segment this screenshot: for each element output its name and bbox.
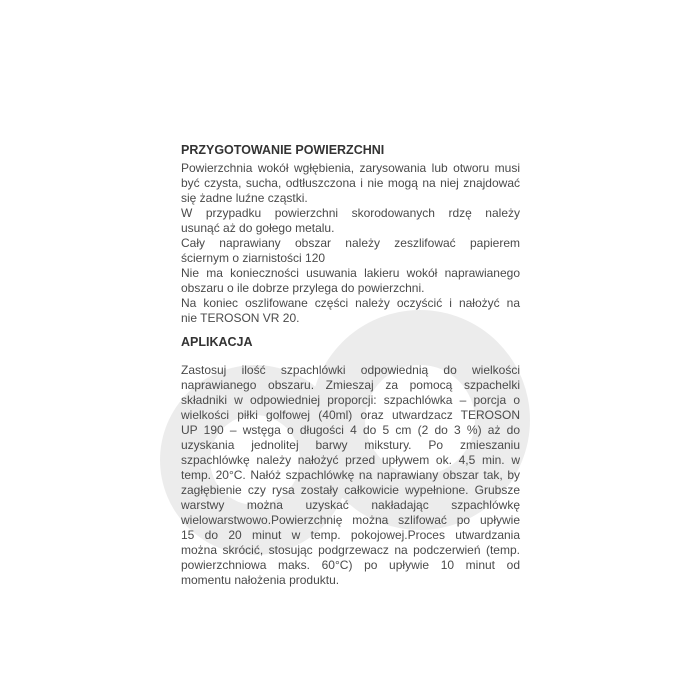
text-line: nie TEROSON VR 20. <box>181 311 300 325</box>
text-line: się żadne luźne cząstki. <box>181 191 308 205</box>
paragraph <box>181 206 520 236</box>
text-line: składniki w odpowiedniej proporcji: szpachlówka – porcja o <box>181 393 520 407</box>
paragraph <box>181 296 520 326</box>
section-application <box>181 335 520 588</box>
text-line: warstwy można uzyskać nakładając szpachlówkę <box>181 498 520 512</box>
text-line: wielowarstwowo.Powierzchnię można szlifować po upływie <box>181 513 520 527</box>
paragraph <box>181 266 520 296</box>
text-line: wielkości piłki golfowej (40ml) oraz utwardzacz TEROSON <box>181 408 520 422</box>
text-line: można skrócić, stosując podgrzewacz na podczerwień (temp. <box>181 543 520 557</box>
text-line: ściernym o ziarnistości 120 <box>181 251 326 265</box>
text-line: 15 do 20 minut w temp. pokojowej.Proces utwardzania <box>181 528 520 542</box>
section-heading: APLIKACJA <box>181 335 253 349</box>
paragraph <box>181 363 520 588</box>
text-line: W przypadku powierzchni skorodowanych rdzę należy <box>181 206 520 220</box>
paragraph <box>181 161 520 206</box>
paragraph <box>181 236 520 266</box>
section-surface-preparation <box>181 143 520 326</box>
text-line: momentu nałożenia produktu. <box>181 573 340 587</box>
text-line: uzyskania jednolitej barwy mikstury. Po zmieszaniu <box>181 438 520 452</box>
text-line: temp. 20°C. Nałóż szpachlówkę na naprawiany obszar tak, by <box>181 468 520 482</box>
section-heading: PRZYGOTOWANIE POWIERZCHNI <box>181 143 385 157</box>
text-line: obszaru o ile dobrze przylega do powierzchni. <box>181 281 425 295</box>
text-line: Na koniec oszlifowane części należy oczyścić i nałożyć na <box>181 296 520 310</box>
text-line: szpachlówkę należy nałożyć przed upływem ok. 4,5 min. w <box>181 453 520 467</box>
text-line: naprawianego obszaru. Zmieszaj za pomocą szpachelki <box>181 378 520 392</box>
text-line: UP 190 – wstęga o długości 4 do 5 cm (2 do 3 %) aż do <box>181 423 520 437</box>
text-line: Powierzchnia wokół wgłębienia, zarysowania lub otworu musi <box>181 161 520 175</box>
text-line: Cały naprawiany obszar należy zeszlifować papierem <box>181 236 520 250</box>
text-line: Nie ma konieczności usuwania lakieru wokół naprawianego <box>181 266 520 280</box>
text-line: Zastosuj ilość szpachlówki odpowiednią do wielkości <box>181 363 520 377</box>
document-body <box>181 143 520 588</box>
text-line: usunąć aż do gołego metalu. <box>181 221 335 235</box>
text-line: zagłębienie czy rysa zostały całkowicie wypełnione. Grubsze <box>181 483 520 497</box>
text-line: powierzchniowa maks. 60°C) po upływie 10 minut od <box>181 558 520 572</box>
text-line: być czysta, sucha, odtłuszczona i nie mogą na niej znajdować <box>181 176 520 190</box>
